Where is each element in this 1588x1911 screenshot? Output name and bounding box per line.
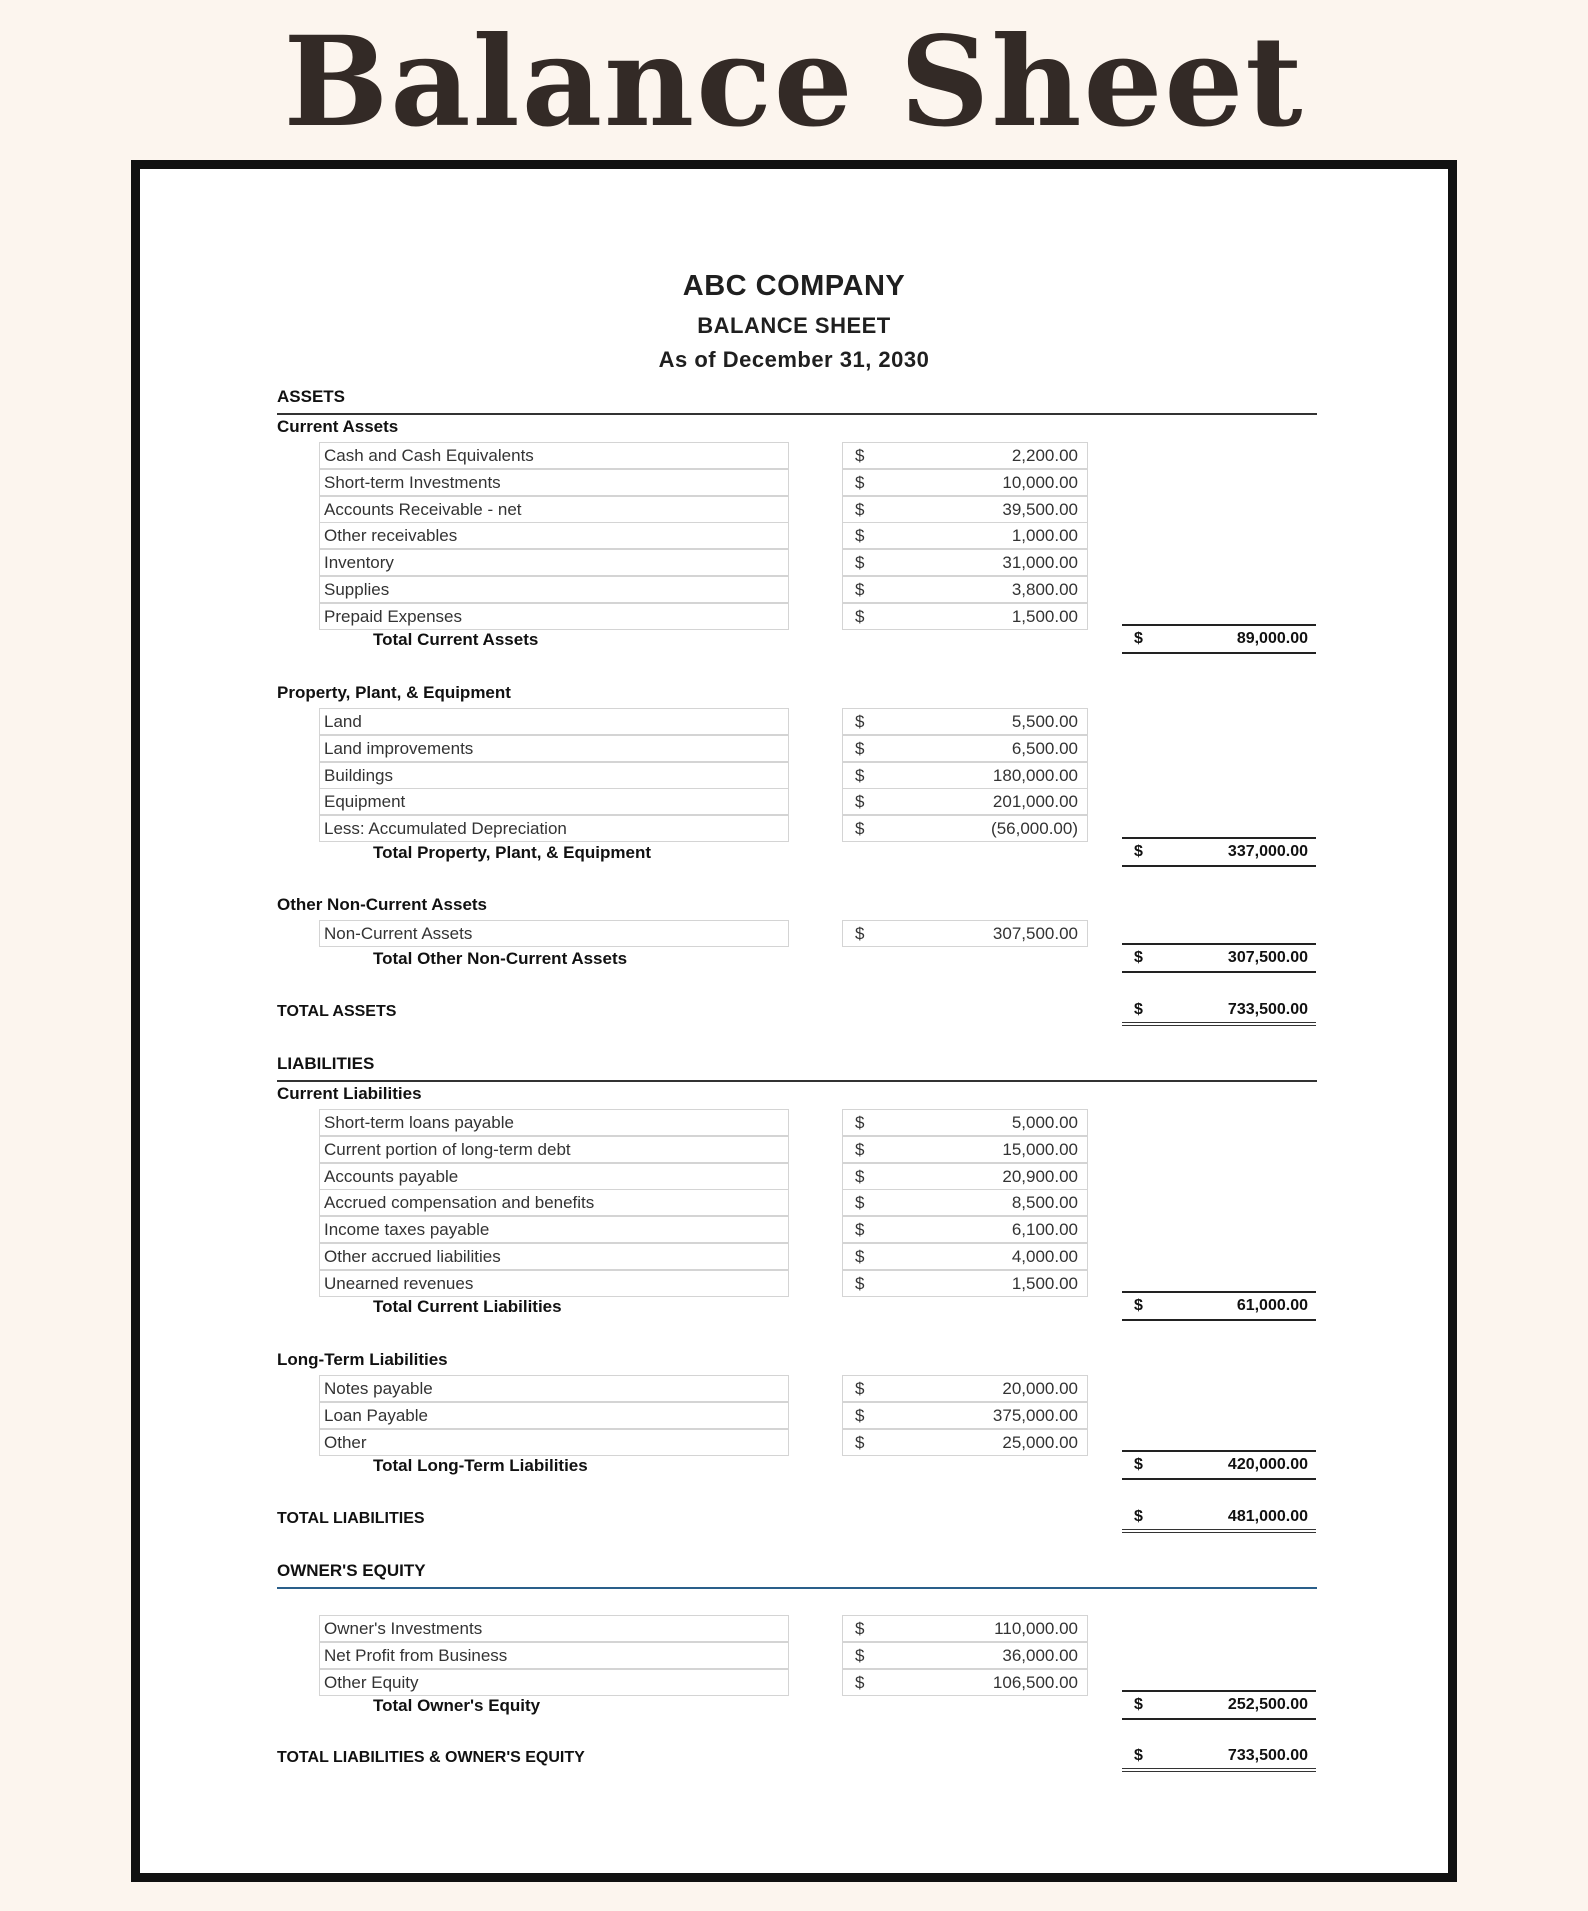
amount-value: 10,000.00 [1002,472,1078,492]
total-liabilities-equity-value: $ 733,500.00 [1122,1744,1316,1772]
currency-symbol: $ [855,1193,865,1213]
amount-value: 2,200.00 [1011,446,1078,465]
amount-value: 6,500.00 [1011,738,1078,758]
currency-symbol: $ [855,765,865,785]
line-item-amount [842,496,1088,523]
line-item-label: Net Profit from Business [319,1642,789,1669]
page-title: Balance Sheet [283,10,1305,155]
liabilities-heading: LIABILITIES [277,1054,375,1073]
amount-value: 36,000.00 [1002,1645,1078,1665]
currency-symbol: $ [855,792,865,812]
line-item-amount [842,1136,1088,1163]
line-item-label: Land [319,708,789,735]
assets-heading: ASSETS [277,387,346,406]
amount-value: (56,000.00) [991,819,1078,839]
currency-symbol: $ [855,1220,865,1240]
currency-symbol: $ [855,499,865,519]
line-item-amount [842,1243,1088,1270]
line-item-label: Non-Current Assets [319,920,789,947]
line-item-label: Short-term Investments [319,469,789,496]
currency-symbol: $ [855,924,865,943]
equity-heading: OWNER'S EQUITY [277,1561,426,1580]
line-item-label: Inventory [319,549,789,576]
currency-symbol: $ [855,1113,865,1132]
currency-symbol: $ [855,1273,865,1293]
line-item-amount [842,1669,1088,1696]
currency-symbol: $ [855,526,865,546]
amount-value: 31,000.00 [1002,553,1078,573]
amount-value: 39,500.00 [1002,499,1078,519]
amount-value: 6,100.00 [1011,1220,1078,1240]
line-item-label: Unearned revenues [319,1270,789,1297]
currency-symbol: $ [855,1166,865,1186]
line-item-amount [842,603,1088,630]
line-item-amount [842,1429,1088,1456]
total-assets-value: $ 733,500.00 [1122,998,1316,1026]
amount-value: 180,000.00 [992,765,1078,785]
line-item-label: Cash and Cash Equivalents [319,442,789,469]
total-assets-label: TOTAL ASSETS [277,1003,397,1020]
total-long-term-liabilities-label: Total Long-Term Liabilities [373,1456,588,1475]
line-item-amount [842,1189,1088,1216]
total-current-assets-label: Total Current Assets [373,630,539,649]
amount-value: 106,500.00 [992,1672,1078,1692]
line-item-label: Owner's Investments [319,1615,789,1642]
line-item-amount [842,815,1088,842]
currency-symbol: $ [855,553,865,573]
amount-value: 20,000.00 [1002,1379,1078,1398]
line-item-amount [842,469,1088,496]
amount-value: 8,500.00 [1011,1193,1078,1213]
line-item-label: Accrued compensation and benefits [319,1189,789,1216]
equity-rule [277,1587,1317,1589]
liabilities-rule [277,1080,1317,1082]
line-item-label: Notes payable [319,1375,789,1402]
line-item-label: Other accrued liabilities [319,1243,789,1270]
line-item-amount [842,735,1088,762]
line-item-amount [842,1375,1088,1402]
line-item-amount [842,920,1088,947]
line-item-label: Other [319,1429,789,1456]
line-item-amount [842,442,1088,469]
line-item-label: Current portion of long-term debt [319,1136,789,1163]
sheet-header [140,264,1448,376]
currency-symbol: $ [855,1247,865,1266]
line-item-amount [842,576,1088,603]
currency-symbol: $ [855,1672,865,1692]
line-item-label: Prepaid Expenses [319,603,789,630]
currency-symbol: $ [855,1432,865,1452]
total-current-assets-value: $ 89,000.00 [1122,624,1316,654]
line-item-label: Less: Accumulated Depreciation [319,815,789,842]
amount-value: 110,000.00 [994,1619,1078,1638]
currency-symbol: $ [855,712,865,731]
total-current-liabilities-value: $ 61,000.00 [1122,1291,1316,1321]
currency-symbol: $ [855,446,865,465]
total-equity-value: $ 252,500.00 [1122,1690,1316,1720]
line-item-amount [842,1216,1088,1243]
currency-symbol: $ [855,819,865,839]
amount-value: 1,500.00 [1011,1273,1078,1293]
line-item-label: Income taxes payable [319,1216,789,1243]
total-liabilities-equity-label: TOTAL LIABILITIES & OWNER'S EQUITY [277,1749,585,1766]
total-ppe-value: $ 337,000.00 [1122,837,1316,867]
line-item-label: Equipment [319,788,789,815]
amount-value: 1,500.00 [1011,606,1078,626]
total-other-noncurrent-label: Total Other Non-Current Assets [373,949,628,968]
total-liabilities-value: $ 481,000.00 [1122,1505,1316,1533]
line-item-label: Other Equity [319,1669,789,1696]
line-item-label: Buildings [319,762,789,789]
company-name: ABC COMPANY [682,270,906,302]
line-item-amount [842,788,1088,815]
amount-value: 307,500.00 [992,924,1078,943]
ppe-heading: Property, Plant, & Equipment [277,683,511,702]
amount-value: 3,800.00 [1011,580,1078,599]
line-item-label: Accounts payable [319,1163,789,1190]
amount-value: 4,000.00 [1011,1247,1078,1266]
line-item-amount [842,1270,1088,1297]
currency-symbol: $ [855,1139,865,1159]
line-item-label: Loan Payable [319,1402,789,1429]
balance-sheet-frame [131,160,1457,1882]
total-equity-label: Total Owner's Equity [373,1696,541,1715]
total-other-noncurrent-value: $ 307,500.00 [1122,943,1316,973]
currency-symbol: $ [855,472,865,492]
other-noncurrent-heading: Other Non-Current Assets [277,895,488,914]
line-item-amount [842,1615,1088,1642]
amount-value: 201,000.00 [992,792,1078,812]
currency-symbol: $ [855,1619,865,1638]
line-item-amount [842,549,1088,576]
current-assets-heading: Current Assets [277,417,399,436]
amount-value: 20,900.00 [1002,1166,1078,1186]
total-current-liabilities-label: Total Current Liabilities [373,1297,562,1316]
document-type: BALANCE SHEET [697,313,891,338]
line-item-label: Accounts Receivable - net [319,496,789,523]
line-item-amount [842,708,1088,735]
total-liabilities-label: TOTAL LIABILITIES [277,1510,425,1527]
amount-value: 1,000.00 [1011,526,1078,546]
total-long-term-liabilities-value: $ 420,000.00 [1122,1450,1316,1480]
line-item-amount [842,1109,1088,1136]
total-ppe-label: Total Property, Plant, & Equipment [373,843,652,862]
line-item-amount [842,1163,1088,1190]
long-term-liabilities-heading: Long-Term Liabilities [277,1350,448,1369]
amount-value: 5,500.00 [1011,712,1078,731]
current-liabilities-heading: Current Liabilities [277,1084,422,1103]
currency-symbol: $ [855,580,865,599]
statement-date: As of December 31, 2030 [658,347,930,372]
line-item-label: Supplies [319,576,789,603]
line-item-amount [842,522,1088,549]
currency-symbol: $ [855,1379,865,1398]
line-item-label: Land improvements [319,735,789,762]
amount-value: 375,000.00 [992,1405,1078,1425]
currency-symbol: $ [855,606,865,626]
currency-symbol: $ [855,1645,865,1665]
line-item-label: Short-term loans payable [319,1109,789,1136]
currency-symbol: $ [855,1405,865,1425]
amount-value: 15,000.00 [1002,1139,1078,1159]
currency-symbol: $ [855,738,865,758]
amount-value: 25,000.00 [1002,1432,1078,1452]
line-item-amount [842,1402,1088,1429]
line-item-amount [842,762,1088,789]
assets-rule [277,413,1317,415]
line-item-amount [842,1642,1088,1669]
amount-value: 5,000.00 [1011,1113,1078,1132]
line-item-label: Other receivables [319,522,789,549]
